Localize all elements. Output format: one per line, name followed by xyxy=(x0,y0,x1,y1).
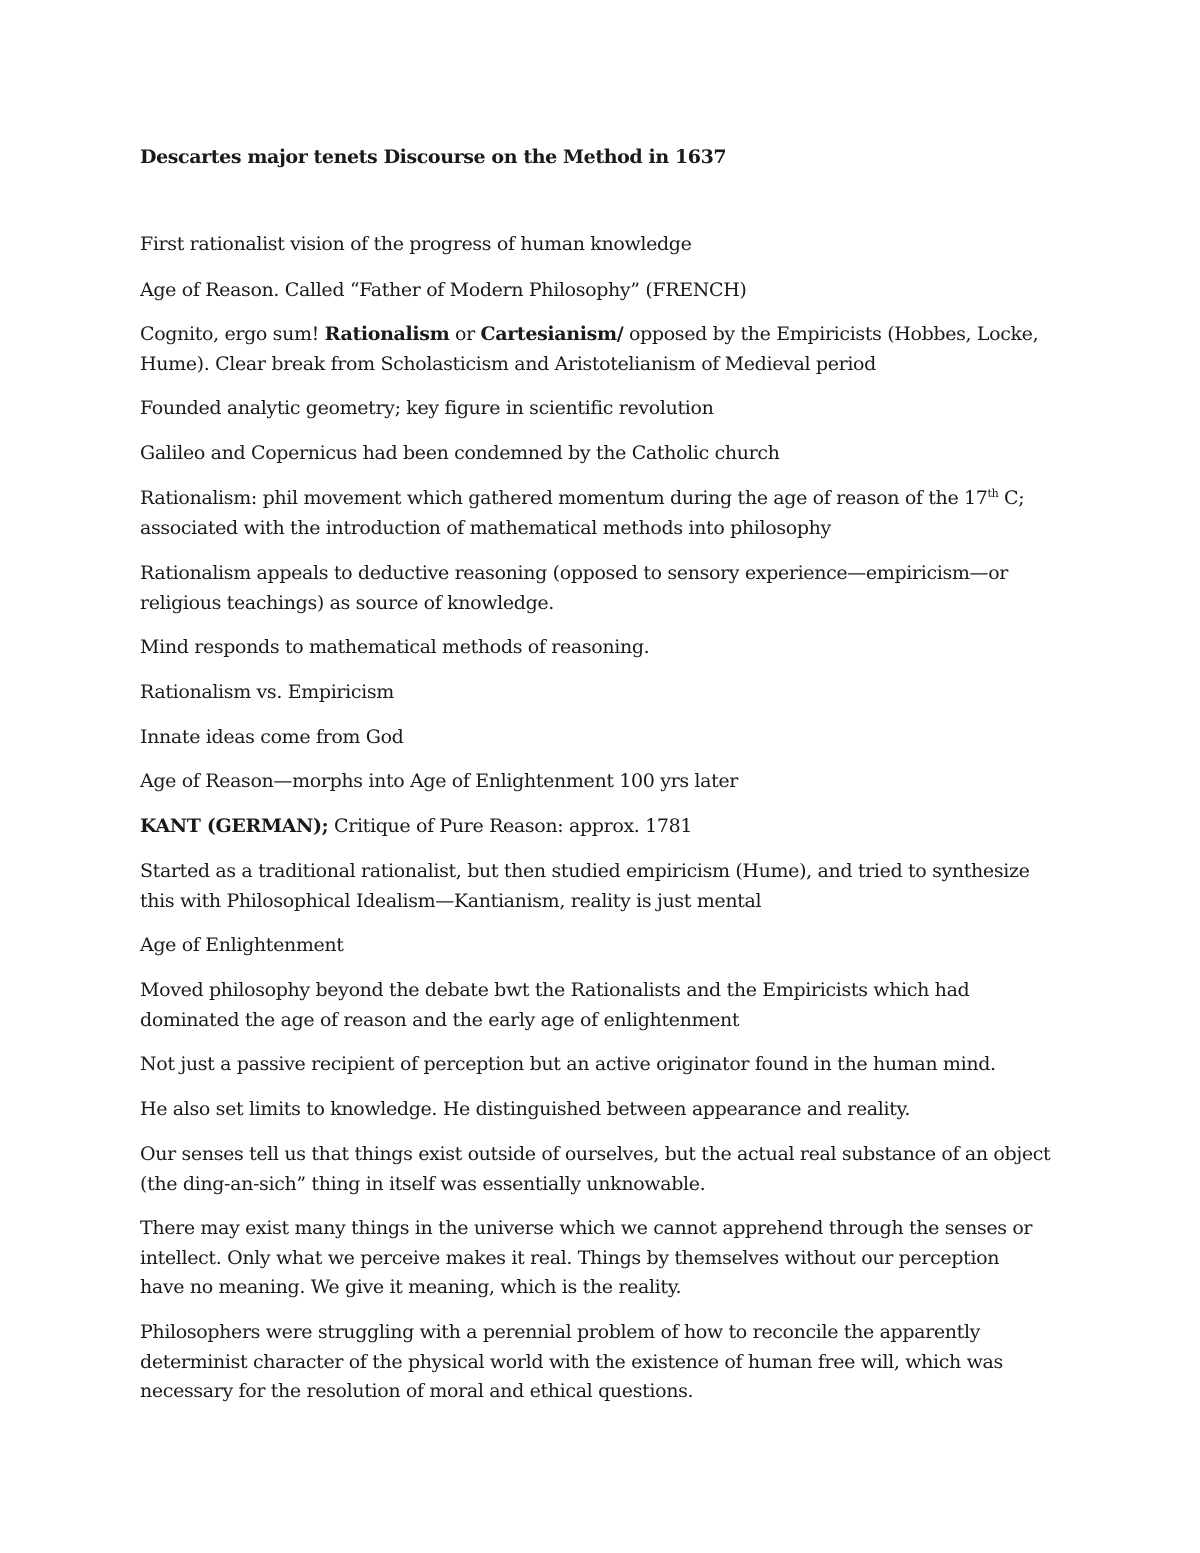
text-line: There may exist many things in the universe which we cannot apprehend through the senses or xyxy=(140,1217,1033,1239)
paragraph-cognito xyxy=(140,320,1065,379)
text-line: intellect. Only what we perceive makes it real. Things by themselves without our perception xyxy=(140,1246,1000,1269)
bold-term-rationalism: Rationalism xyxy=(324,323,450,345)
bold-term-cartesianism: Cartesianism/ xyxy=(480,323,624,345)
text-line: Hume). Clear break from Scholasticism and Aristotelianism of Medieval period xyxy=(140,352,876,375)
text-line: Moved philosophy beyond the debate bwt the Rationalists and the Empiricists which had xyxy=(140,979,970,1001)
text-segment: C; xyxy=(998,487,1025,509)
superscript-th: th xyxy=(987,487,999,500)
text-line: (the ding-an-sich” thing in itself was essentially unknowable. xyxy=(140,1172,706,1195)
text-segment: Critique of Pure Reason: approx. 1781 xyxy=(328,815,693,837)
text-line: determinist character of the physical world with the existence of human free will, which was xyxy=(140,1350,1003,1373)
paragraph-passive-recipient: Not just a passive recipient of perception but an active originator found in the human mind. xyxy=(140,1053,996,1075)
paragraph-many-things xyxy=(140,1214,1065,1303)
text-segment: opposed by the Empiricists (Hobbes, Locke, xyxy=(623,323,1039,345)
paragraph-moved-philosophy xyxy=(140,976,1065,1035)
document-page xyxy=(140,0,1065,1553)
paragraph-kant xyxy=(140,812,1065,842)
paragraph-age-of-enlightenment: Age of Enlightenment xyxy=(140,934,344,956)
document-title: Descartes major tenets Discourse on the Method in 1637 xyxy=(140,146,727,168)
paragraph-mind-responds: Mind responds to mathematical methods of reasoning. xyxy=(140,636,650,658)
paragraph-first-rationalist: First rationalist vision of the progress of human knowledge xyxy=(140,233,692,255)
text-segment: or xyxy=(449,323,481,345)
paragraph-our-senses xyxy=(140,1140,1065,1199)
paragraph-innate-ideas: Innate ideas come from God xyxy=(140,726,404,748)
paragraph-age-of-reason: Age of Reason. Called “Father of Modern Philosophy” (FRENCH) xyxy=(140,279,747,301)
paragraph-galileo: Galileo and Copernicus had been condemned by the Catholic church xyxy=(140,442,780,464)
paragraph-rationalism-vs-empiricism: Rationalism vs. Empiricism xyxy=(140,681,394,703)
text-line: dominated the age of reason and the early age of enlightenment xyxy=(140,1008,740,1031)
text-line: associated with the introduction of mathematical methods into philosophy xyxy=(140,516,831,539)
text-line: Our senses tell us that things exist outside of ourselves, but the actual real substance of an object xyxy=(140,1143,1051,1165)
text-line: have no meaning. We give it meaning, which is the reality. xyxy=(140,1276,682,1298)
text-line: Started as a traditional rationalist, but then studied empiricism (Hume), and tried to synthesize xyxy=(140,860,1030,882)
text-segment: Cognito, ergo sum! xyxy=(140,323,325,345)
paragraph-age-of-enlightenment-morph: Age of Reason—morphs into Age of Enlightenment 100 yrs later xyxy=(140,770,739,792)
paragraph-deductive-reasoning xyxy=(140,559,1065,618)
paragraph-philosophers-struggling xyxy=(140,1318,1065,1407)
paragraph-limits-to-knowledge: He also set limits to knowledge. He distinguished between appearance and reality. xyxy=(140,1098,911,1120)
text-line: Rationalism appeals to deductive reasoning (opposed to sensory experience—empiricism—or xyxy=(140,562,1009,584)
bold-term-kant: KANT (GERMAN); xyxy=(140,815,329,837)
paragraph-traditional-rationalist xyxy=(140,857,1065,916)
paragraph-rationalism-definition xyxy=(140,484,1065,543)
paragraph-analytic-geometry: Founded analytic geometry; key figure in scientific revolution xyxy=(140,397,714,419)
text-line: this with Philosophical Idealism—Kantianism, reality is just mental xyxy=(140,889,762,912)
text-segment: Rationalism: phil movement which gathered momentum during the age of reason of the 17 xyxy=(140,487,988,509)
text-line: religious teachings) as source of knowledge. xyxy=(140,591,554,614)
text-line: Philosophers were struggling with a perennial problem of how to reconcile the apparently xyxy=(140,1321,981,1343)
text-line: necessary for the resolution of moral and ethical questions. xyxy=(140,1380,694,1402)
